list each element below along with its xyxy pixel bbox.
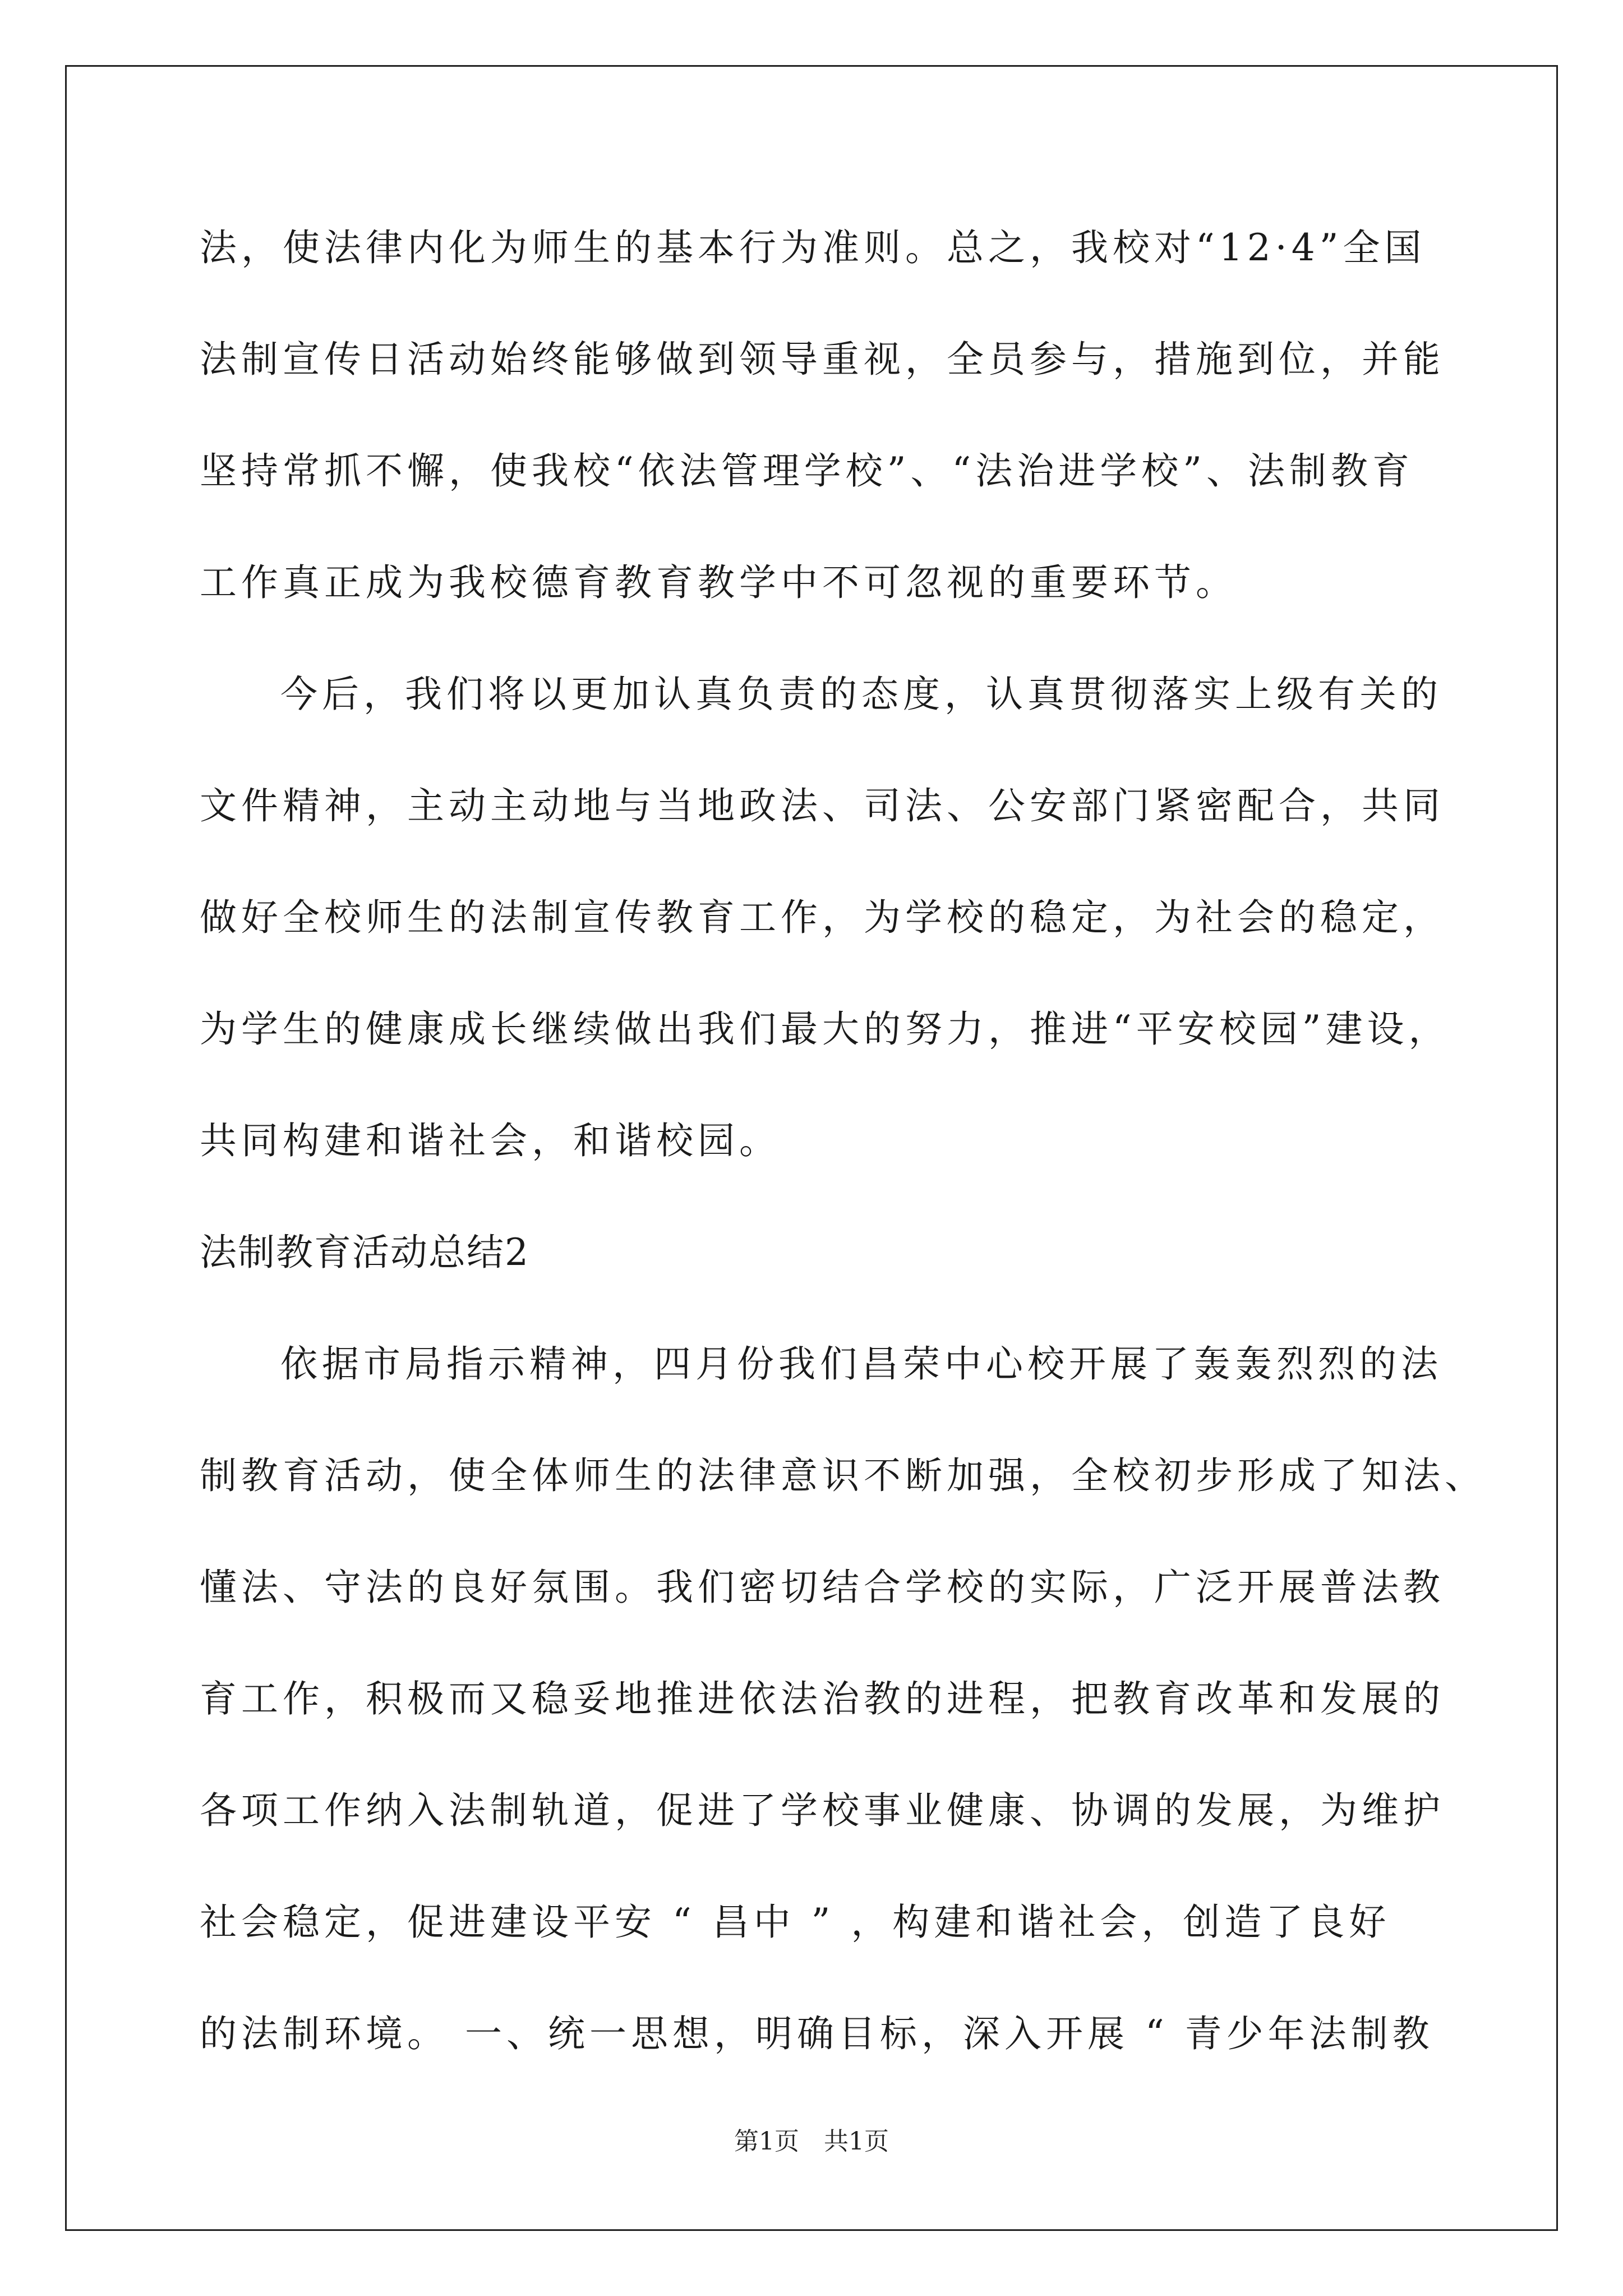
body-line: 制教育活动，使全体师生的法律意识不断加强，全校初步形成了知法、: [200, 1454, 1486, 1497]
paragraph-start-line: 今后，我们将以更加认真负责的态度，认真贯彻落实上级有关的: [280, 673, 1442, 716]
page-number-footer: 第1页 共1页: [734, 2127, 889, 2156]
body-line: 育工作，积极而又稳妥地推进依法治教的进程，把教育改革和发展的: [200, 1677, 1445, 1720]
section-heading: 法制教育活动总结2: [200, 1231, 529, 1274]
paragraph-start-line: 依据市局指示精神，四月份我们昌荣中心校开展了轰轰烈烈的法: [280, 1342, 1442, 1386]
body-line: 做好全校师生的法制宣传教育工作，为学校的稳定，为社会的稳定，: [200, 896, 1445, 939]
body-line: 各项工作纳入法制轨道，促进了学校事业健康、协调的发展，为维护: [200, 1789, 1445, 1832]
body-line: 文件精神，主动主动地与当地政法、司法、公安部门紧密配合，共同: [200, 784, 1445, 827]
body-line: 工作真正成为我校德育教育教学中不可忽视的重要环节。: [200, 561, 1237, 604]
body-line: 社会稳定，促进建设平安 “ 昌中 ” ，构建和谐社会，创造了良好: [200, 1901, 1391, 1944]
body-line: 坚持常抓不懈，使我校“依法管理学校”、“法治进学校”、法制教育: [200, 449, 1414, 493]
body-line: 共同构建和谐社会，和谐校园。: [200, 1119, 781, 1162]
body-line: 法，使法律内化为师生的基本行为准则。总之，我校对“12·4”全国: [200, 226, 1426, 269]
body-line: 为学生的健康成长继续做出我们最大的努力，推进“平安校园”建设，: [200, 1007, 1450, 1051]
body-line: 的法制环境。 一、统一思想，明确目标，深入开展 “ 青少年法制教: [200, 2012, 1434, 2055]
body-line: 法制宣传日活动始终能够做到领导重视，全员参与，措施到位，并能: [200, 338, 1445, 381]
body-line: 懂法、守法的良好氛围。我们密切结合学校的实际，广泛开展普法教: [200, 1566, 1445, 1609]
